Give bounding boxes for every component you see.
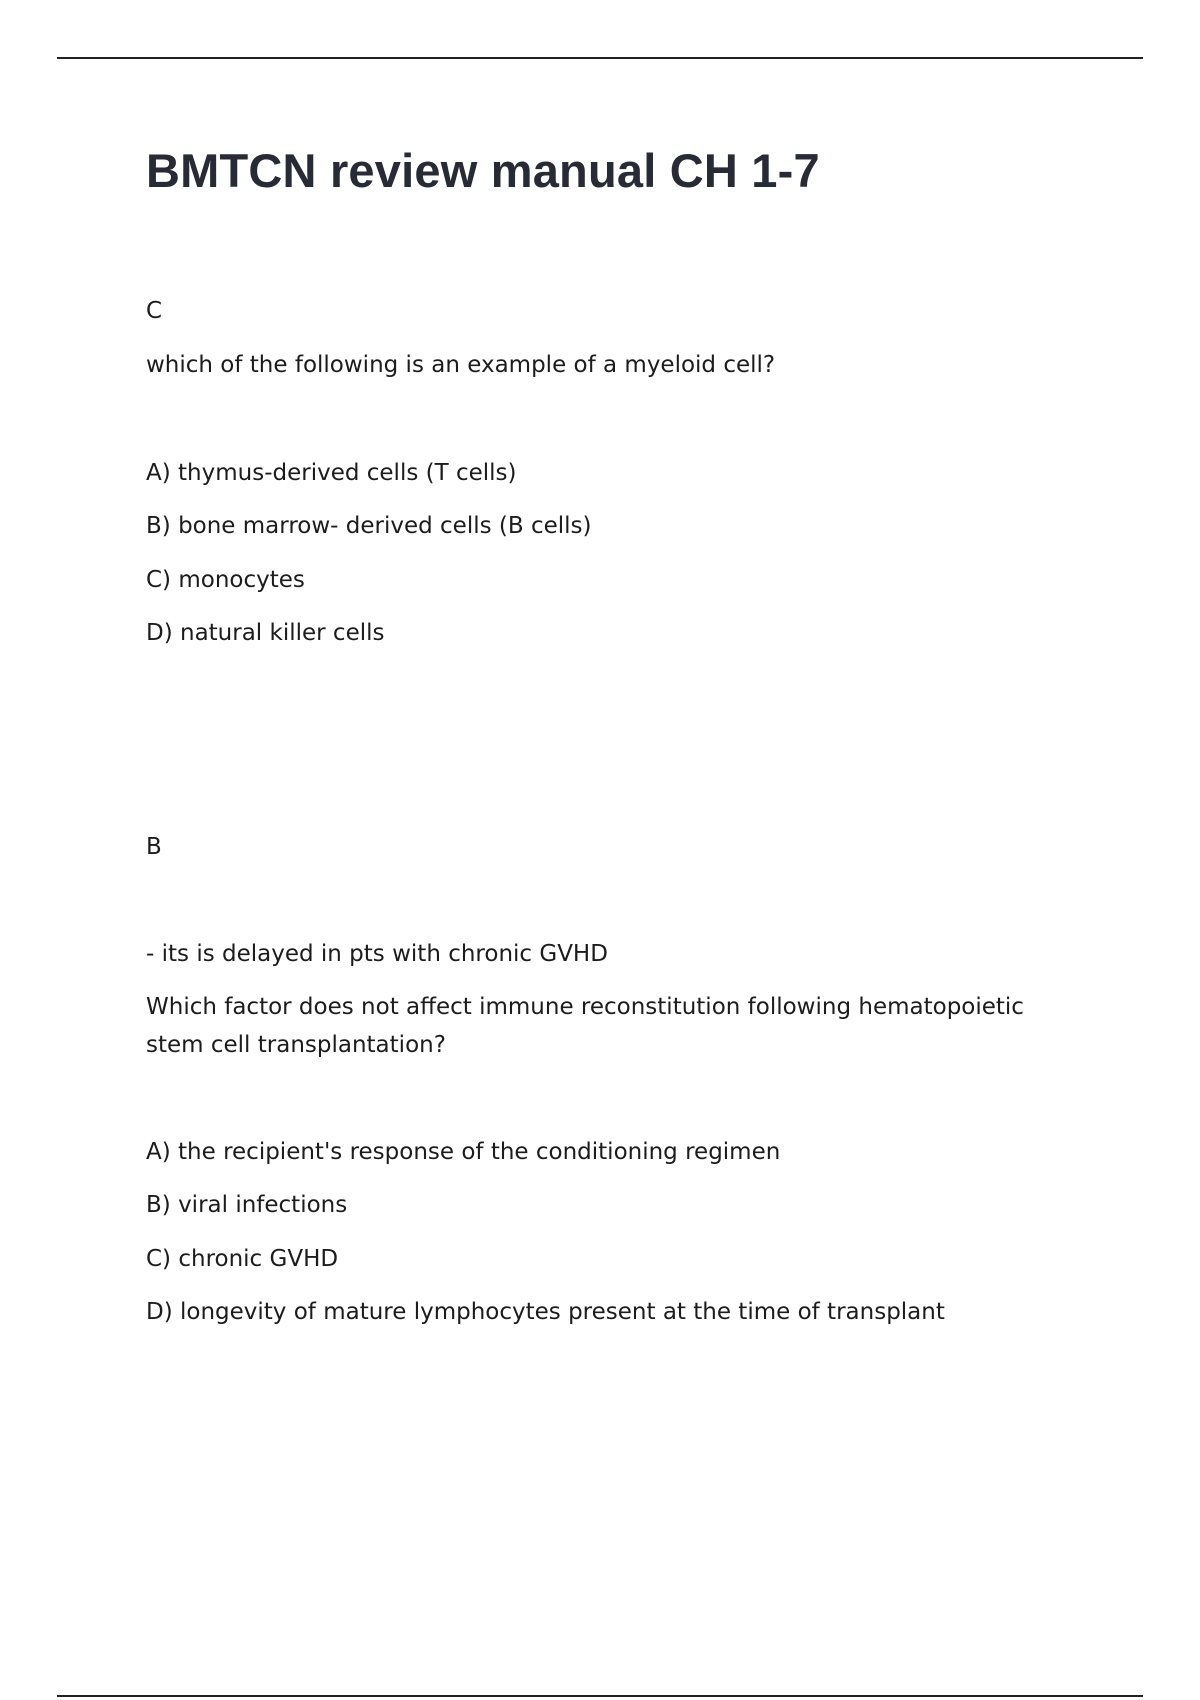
- card-2-note: - its is delayed in pts with chronic GVHD: [146, 941, 608, 967]
- card-1-option-d: D) natural killer cells: [146, 620, 385, 646]
- card-2-option-b: B) viral infections: [146, 1192, 348, 1218]
- card-1-question: which of the following is an example of a myeloid cell?: [146, 352, 776, 378]
- card-2-option-a: A) the recipient's response of the conditioning regimen: [146, 1139, 781, 1165]
- card-2-option-d: D) longevity of mature lymphocytes present at the time of transplant: [146, 1299, 945, 1325]
- card-1-option-c: C) monocytes: [146, 567, 305, 593]
- top-rule: [57, 57, 1143, 59]
- bottom-rule: [57, 1695, 1143, 1697]
- card-2-question: Which factor does not affect immune reconstitution following hematopoietic stem cell transplantation?: [146, 994, 1024, 1058]
- card-1-answer: C: [146, 298, 163, 324]
- page-title: BMTCN review manual CH 1-7: [146, 144, 820, 197]
- card-2-option-c: C) chronic GVHD: [146, 1246, 339, 1272]
- card-1-option-b: B) bone marrow- derived cells (B cells): [146, 513, 592, 539]
- card-1-option-a: A) thymus-derived cells (T cells): [146, 460, 517, 486]
- card-2-answer: B: [146, 834, 162, 860]
